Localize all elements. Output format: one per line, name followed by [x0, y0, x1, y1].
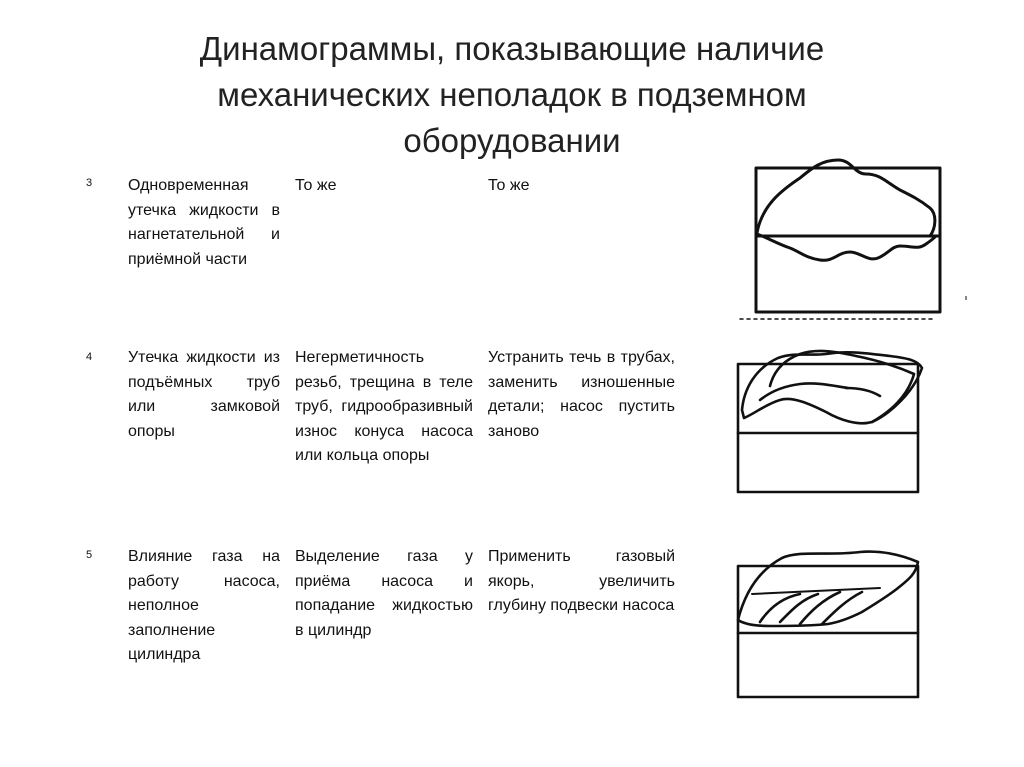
- dynamogram-row-5: [738, 552, 918, 697]
- row-remedy: То же: [488, 177, 530, 194]
- title-line-1: Динамограммы, показывающие наличие: [199, 30, 825, 67]
- row-number: 4: [86, 351, 93, 363]
- row-remedy: Применить газовый якорь, увеличить глубину подвески насоса: [488, 548, 675, 614]
- title-line-2: механических неполадок в подземном: [217, 76, 807, 113]
- row-cause: Выделение газа у приёма насоса и попадание жидкостью в цилиндр: [295, 548, 473, 639]
- row-defect: Утечка жидкости из подъёмных труб или замковой опоры: [128, 349, 280, 440]
- row-number: 3: [86, 177, 93, 189]
- row-cause: То же: [295, 177, 337, 194]
- dynamogram-row-3: [740, 160, 940, 319]
- row-defect: Одновременная утечка жидкости в нагнетательной и приёмной части: [128, 177, 280, 268]
- dynamogram-row-4: [738, 351, 922, 492]
- row-remedy: Устранить течь в трубах, заменить изношенные детали; насос пустить заново: [488, 349, 675, 440]
- row-cause: Негерметичность резьб, трещина в теле труб, гидрообразивный износ конуса насоса или кольца опоры: [295, 349, 473, 464]
- row-defect: Влияние газа на работу насоса, неполное заполнение цилиндра: [128, 548, 280, 663]
- title-line-3: оборудовании: [403, 122, 621, 159]
- row-number: 5: [86, 549, 93, 561]
